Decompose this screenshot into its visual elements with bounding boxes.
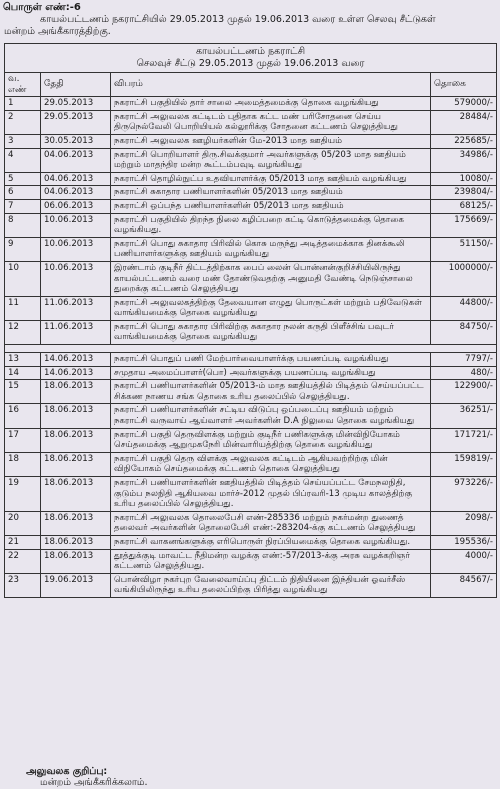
- cell-amount: 1000000/-: [431, 261, 497, 296]
- cell-date: 04.06.2013: [41, 148, 111, 172]
- table-row: [5, 97, 497, 111]
- cell-date: 18.06.2013: [41, 452, 111, 476]
- cell-desc: தூத்துக்குடி மாவட்ட நீதிமன்ற வழக்கு எண்:-57/2013-க்கு அரசு வழக்கறிஞர் கட்டணம் செலுத்தியது.: [111, 549, 431, 573]
- cell-desc: நகராட்சி அலுவலக ஊழியர்களின் மே-2013 மாத ஊதியம்: [111, 134, 431, 148]
- cell-sno: 6: [5, 186, 41, 200]
- cell-sno: 14: [5, 366, 41, 380]
- table-title-2: செலவுச் சீட்டு 29.05.2013 முதல் 19.06.2013 வரை: [136, 58, 365, 69]
- cell-desc: நகராட்சி பொதுப் பணி மேற்பார்வையாளர்க்கு பயணப்படி வழங்கியது: [111, 353, 431, 367]
- cell-desc: நகராட்சி பொறியாளர் திரு.சிவக்குமார் அவர்களுக்கு 05/203 மாத ஊதியம் மற்றும் மாதந்திர மன்ற கூட்டம்பவுடி வழங்கியது: [111, 148, 431, 172]
- cell-amount: 973226/-: [431, 477, 497, 512]
- table-header-row: [5, 73, 497, 97]
- cell-desc: நகராட்சி வாகனங்களுக்கு எரிபொருள் நிரப்பியமைக்கு தொகை வழங்கியது.: [111, 535, 431, 549]
- cell-amount: 2098/-: [431, 511, 497, 535]
- table-row: [5, 148, 497, 172]
- cell-desc: இரண்டாம் குடிநீர் திட்டத்திற்காக பைப் லைன் பொன்னன்குறிச்சியிலிருந்து காயல்பட்டணம் வரை மண் தோண்டுவதற்கு அனுமதி வேண்டி நெடுஞ்சாலை துறைக்கு கட்டணம் செலுத்தியது: [111, 261, 431, 296]
- cell-date: 11.06.2013: [41, 296, 111, 320]
- cell-amount: 36251/-: [431, 404, 497, 428]
- cell-desc: நகராட்சி அலுவலக கட்டிடம் புதிதாக கட்ட மண் பரிசோதனை செய்ய திருநெல்வேலி பொறியியல் கல்லூரிக்கு சோதனை கட்டணம் செலுத்தியது: [111, 110, 431, 134]
- subject-number: பொருள் எண்:-6: [3, 2, 81, 13]
- cell-sno: 8: [5, 213, 41, 237]
- cell-amount: 171721/-: [431, 428, 497, 452]
- cell-sno: 2: [5, 110, 41, 134]
- table-row: [5, 366, 497, 380]
- header-date: தேதி: [41, 73, 111, 97]
- table-row: [5, 110, 497, 134]
- cell-desc: நகராட்சி பகுதி தெரு விளக்கு அலுவலக கட்டிடம் ஆகியவற்றிற்கு மின் விநியோகம் செய்தமைக்கு கட்டணம் தொகை செலுத்தியது: [111, 452, 431, 476]
- cell-desc: நகராட்சி பொது சுகாதார பிரிவில் கொசு மருந்து அடித்தமைக்காக தினக்கூலி பணியாளர்களுக்கு ஊதியம் வழங்கியது: [111, 237, 431, 261]
- cell-sno: 11: [5, 296, 41, 320]
- cell-desc: நகராட்சி பணியாளர்களின் ஊதியத்தில் பிடித்தம் செய்யப்பட்ட சேமநலநிதி, குடும்ப நலநிதி ஆகியவை மார்ச்-2012 முதல் பிப்ரவரி-13 முடிய காலத்திற்கு உரிய தலைப்பில் செலுத்தியது.: [111, 477, 431, 512]
- cell-amount: 239804/-: [431, 186, 497, 200]
- cell-desc: நகராட்சி அலுவலகத்திற்கு தேவையான எழுது பொருட்கள் மற்றும் பதிவேடுகள் வாங்கியமைக்கு தொகை வழங்கியது: [111, 296, 431, 320]
- cell-sno: 13: [5, 353, 41, 367]
- table-title-1: காயல்பட்டணம் நகராட்சி: [195, 46, 306, 57]
- cell-sno: 18: [5, 452, 41, 476]
- cell-date: 29.05.2013: [41, 97, 111, 111]
- cell-amount: 28484/-: [431, 110, 497, 134]
- cell-date: 14.06.2013: [41, 366, 111, 380]
- cell-desc: நகராட்சி பகுதியில் தார் சாலை அமைத்தமைக்கு தொகை வழங்கியது: [111, 97, 431, 111]
- cell-date: 19.06.2013: [41, 573, 111, 597]
- cell-amount: 4000/-: [431, 549, 497, 573]
- header-sno: வ. எண்: [5, 73, 41, 97]
- cell-date: 04.06.2013: [41, 186, 111, 200]
- cell-date: 10.06.2013: [41, 237, 111, 261]
- cell-desc: நகராட்சி பகுதி தெருவிளக்கு மற்றும் குடிநீர் பணிகளுக்கு மின்விநியோகம் செய்தமைக்கு ஆறுமுகநேரி மின்வாரியத்திற்கு தொகை வழங்கியது: [111, 428, 431, 452]
- cell-date: 18.06.2013: [41, 511, 111, 535]
- cell-sno: 21: [5, 535, 41, 549]
- cell-desc: பொன்விழா நகர்புற வேலைவாய்ப்பு திட்டம் நிதியினை இந்தியன் ஓவர்சீஸ் வங்கியிலிருந்து உரிய தலைப்பிற்கு பிரித்து வழங்கியது: [111, 573, 431, 597]
- table-row: [5, 213, 497, 237]
- table-row: [5, 477, 497, 512]
- table-row: [5, 353, 497, 367]
- page-break-gap: [5, 345, 497, 353]
- cell-amount: 175669/-: [431, 213, 497, 237]
- table-row: [5, 404, 497, 428]
- table-row: [5, 511, 497, 535]
- table-row: [5, 452, 497, 476]
- cell-amount: 84567/-: [431, 573, 497, 597]
- intro-line-2: மன்றம் அங்கீகாரத்திற்கு.: [4, 26, 111, 37]
- cell-sno: 19: [5, 477, 41, 512]
- cell-date: 10.06.2013: [41, 213, 111, 237]
- table-row: [5, 320, 497, 344]
- cell-desc: நகராட்சி பணியாளர்களின் 05/2013-ம் மாத ஊதியத்தில் பிடித்தம் செய்யப்பட்ட சிக்கண நாணய சங்க தொகை உரிய தலைப்பில் செலுத்தியது.: [111, 380, 431, 404]
- cell-date: 04.06.2013: [41, 172, 111, 186]
- cell-date: 30.05.2013: [41, 134, 111, 148]
- table-row: [5, 573, 497, 597]
- table-row: [5, 172, 497, 186]
- cell-sno: 17: [5, 428, 41, 452]
- cell-date: 18.06.2013: [41, 549, 111, 573]
- office-note-label: அலுவலக குறிப்பு:: [26, 766, 108, 777]
- table-row: [5, 134, 497, 148]
- cell-amount: 579000/-: [431, 97, 497, 111]
- cell-date: 18.06.2013: [41, 477, 111, 512]
- cell-sno: 20: [5, 511, 41, 535]
- cell-amount: 195536/-: [431, 535, 497, 549]
- cell-desc: நகராட்சி சுகாதார பணியாளர்களின் 05/2013 மாத ஊதியம்: [111, 186, 431, 200]
- table-row: [5, 380, 497, 404]
- table-row: [5, 549, 497, 573]
- cell-amount: 44800/-: [431, 296, 497, 320]
- cell-desc: நகராட்சி அலுவலக தொலைபேசி எண்-285336 மற்றும் நகர்மன்ற துணைத் தலைவர் அவர்களின் தொலைபேசி எண்:-283204-க்கு கட்டணம் செலுத்தியது: [111, 511, 431, 535]
- cell-date: 18.06.2013: [41, 428, 111, 452]
- cell-sno: 7: [5, 199, 41, 213]
- cell-date: 18.06.2013: [41, 380, 111, 404]
- cell-sno: 15: [5, 380, 41, 404]
- cell-sno: 12: [5, 320, 41, 344]
- cell-sno: 4: [5, 148, 41, 172]
- cell-desc: நகராட்சி தொழில்நுட்ப உதவியாளர்க்கு 05/2013 மாத ஊதியம் வழங்கியது: [111, 172, 431, 186]
- cell-desc: நகராட்சி பகுதியில் திறந்த நிலை கழிப்பறை கட்டி கொடுத்தமைக்கு தொகை வழங்கியது.: [111, 213, 431, 237]
- cell-amount: 122900/-: [431, 380, 497, 404]
- table-row: [5, 261, 497, 296]
- table-row: [5, 535, 497, 549]
- cell-amount: 225685/-: [431, 134, 497, 148]
- cell-amount: 10080/-: [431, 172, 497, 186]
- cell-amount: 159819/-: [431, 452, 497, 476]
- cell-date: 18.06.2013: [41, 535, 111, 549]
- cell-desc: நகராட்சி பொது சுகாதார பிரிவிற்கு சுகாதார நலன் கருதி பிளீச்சிங் பவுடர் வாங்கியமைக்கு தொகை வழங்கியது: [111, 320, 431, 344]
- cell-sno: 3: [5, 134, 41, 148]
- cell-sno: 22: [5, 549, 41, 573]
- cell-sno: 1: [5, 97, 41, 111]
- table-title: [5, 44, 497, 73]
- cell-date: 29.05.2013: [41, 110, 111, 134]
- table-row: [5, 199, 497, 213]
- header-desc: விபரம்: [111, 73, 431, 97]
- cell-amount: 7797/-: [431, 353, 497, 367]
- cell-desc: சமுதாய அமைப்பாளர்(பொ) அவர்களுக்கு பயணப்படி வழங்கியது: [111, 366, 431, 380]
- cell-desc: நகராட்சி பணியாளர்களின் சட்டிய விடுப்பு ஒப்படைப்பு ஊதியம் மற்றும் நகராட்சி வருவாய் ஆய்வாளர் அவர்களின் D.A நிலுவை தொகை வழங்கியது: [111, 404, 431, 428]
- header-amount: தொகை: [431, 73, 497, 97]
- expense-table: [4, 43, 497, 598]
- cell-date: 14.06.2013: [41, 353, 111, 367]
- resolution-text: மன்றம் அங்கீகரிக்கலாம்.: [40, 777, 148, 788]
- table-row: [5, 428, 497, 452]
- cell-sno: 16: [5, 404, 41, 428]
- cell-sno: 5: [5, 172, 41, 186]
- cell-amount: 68125/-: [431, 199, 497, 213]
- cell-sno: 9: [5, 237, 41, 261]
- cell-date: 10.06.2013: [41, 261, 111, 296]
- cell-date: 18.06.2013: [41, 404, 111, 428]
- table-row: [5, 237, 497, 261]
- table-title-row: [5, 44, 497, 73]
- table-row: [5, 186, 497, 200]
- cell-amount: 34986/-: [431, 148, 497, 172]
- intro-line-1: காயல்பட்டணம் நகராட்சியில் 29.05.2013 முதல் 19.06.2013 வரை உள்ள செலவு சீட்டுகள்: [40, 14, 436, 25]
- cell-desc: நகராட்சி ஒப்பந்த பணியாளர்களின் 05/2013 மாத ஊதியம்: [111, 199, 431, 213]
- cell-amount: 51150/-: [431, 237, 497, 261]
- cell-sno: 10: [5, 261, 41, 296]
- cell-date: 11.06.2013: [41, 320, 111, 344]
- cell-amount: 84750/-: [431, 320, 497, 344]
- cell-date: 06.06.2013: [41, 199, 111, 213]
- cell-amount: 480/-: [431, 366, 497, 380]
- table-row: [5, 296, 497, 320]
- intro-text: [4, 14, 490, 38]
- cell-sno: 23: [5, 573, 41, 597]
